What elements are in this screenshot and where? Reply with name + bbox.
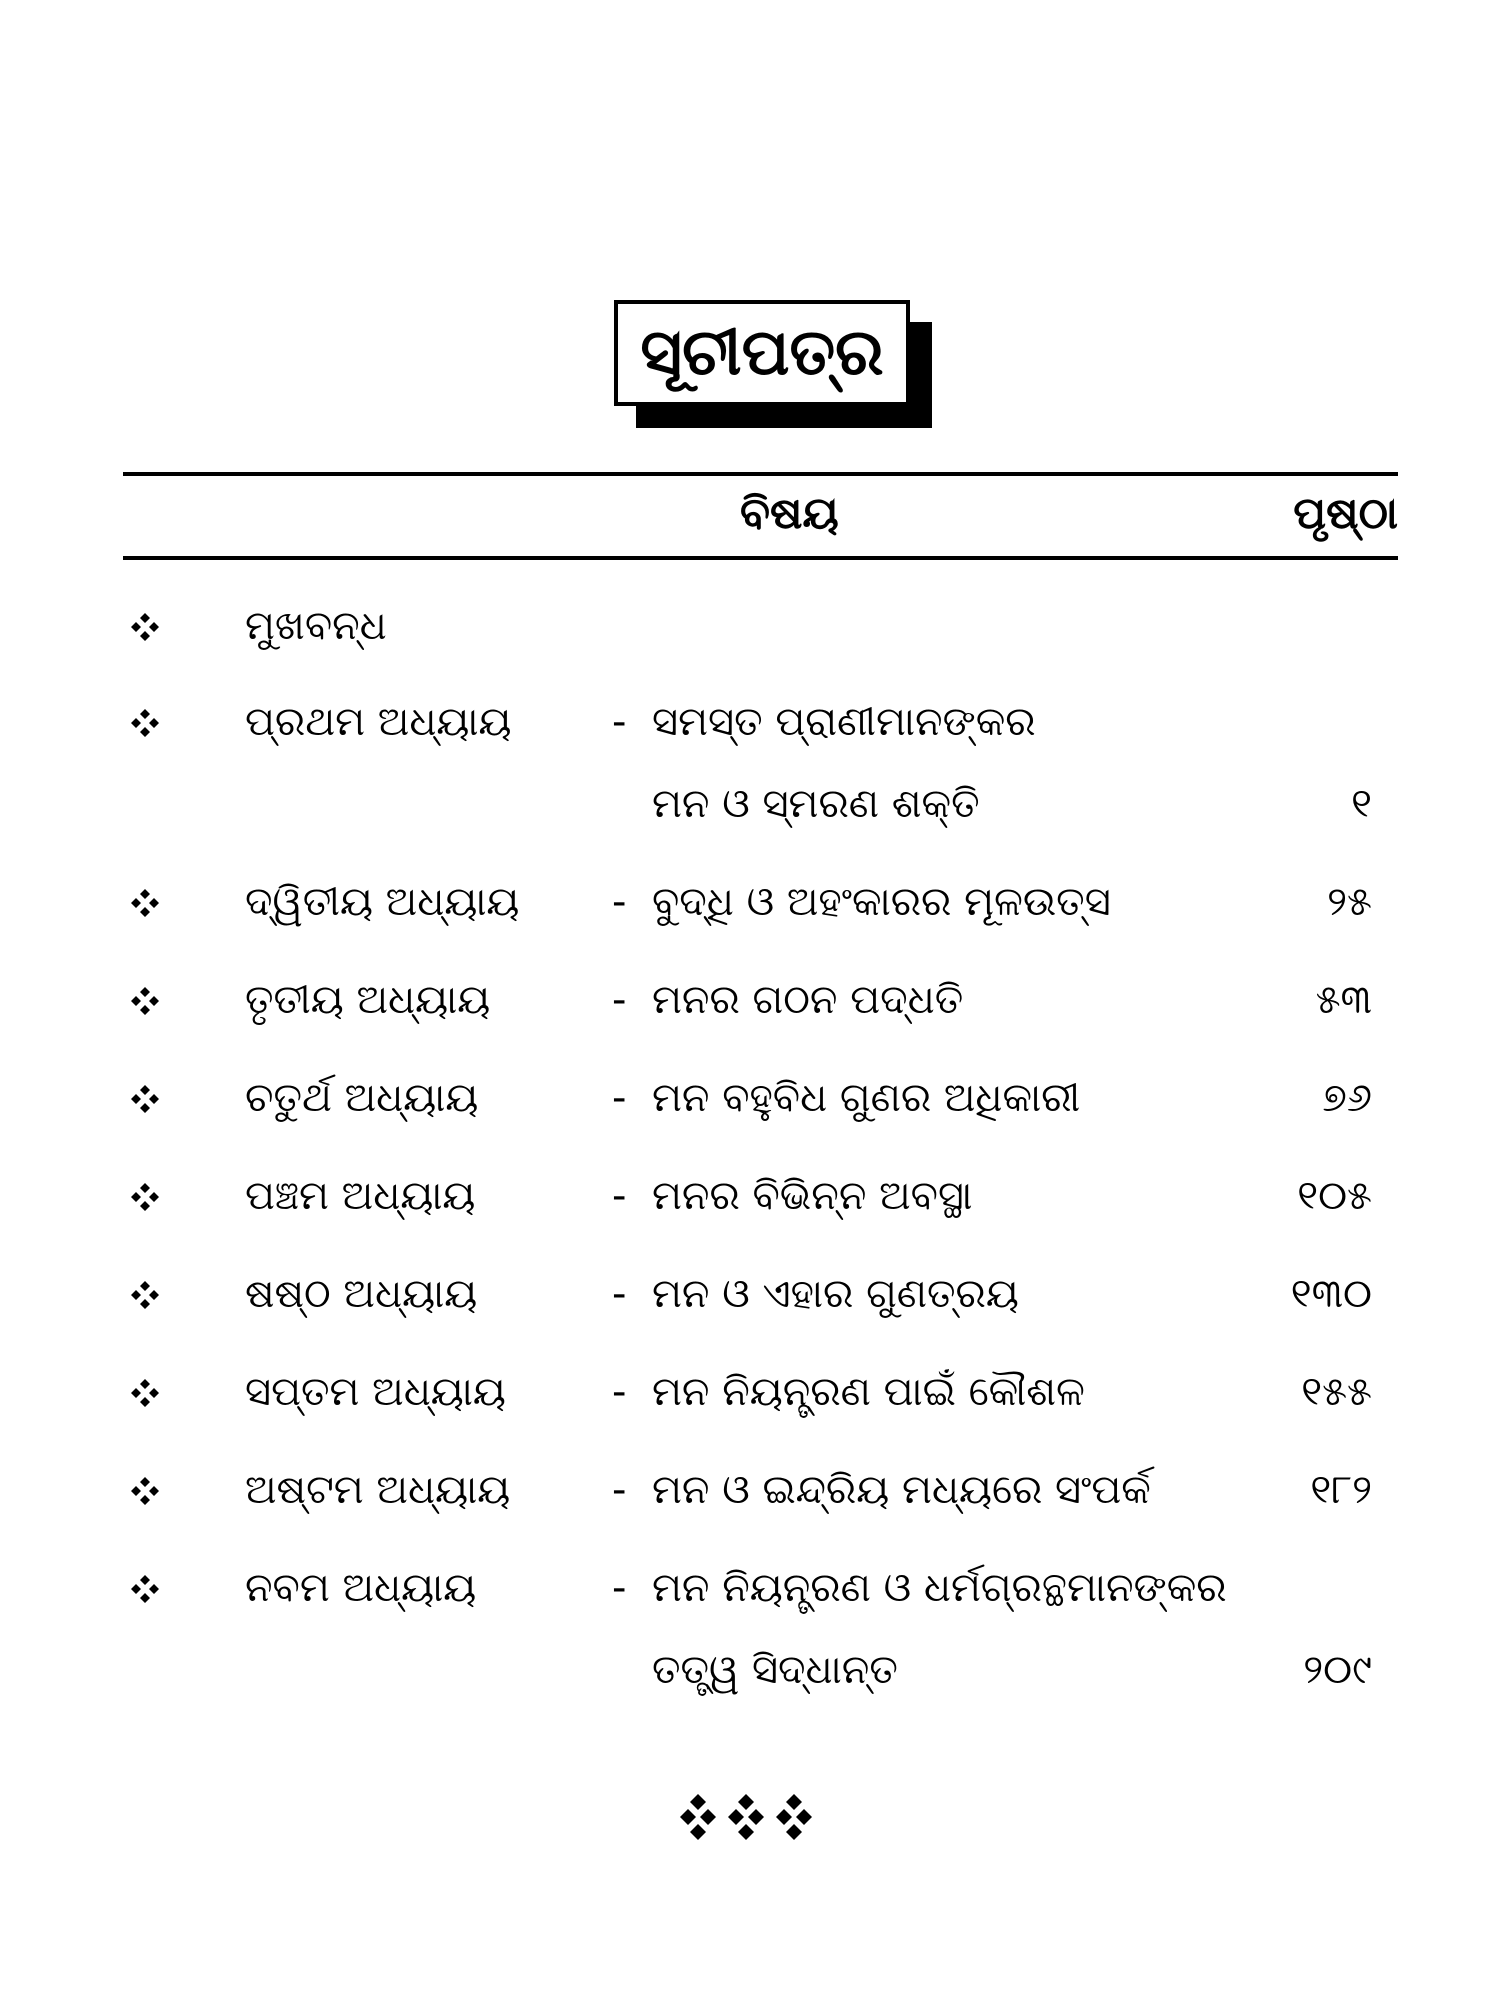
header-top-rule [123,472,1398,476]
four-diamond-bullet-icon [130,1378,160,1408]
page-title: ସୂଚୀପତ୍ର [614,300,910,406]
four-diamond-bullet-icon [130,612,160,642]
header-bottom-rule [123,556,1398,560]
four-diamond-bullet-icon [130,1182,160,1212]
page-number: ୨୫ [1327,879,1372,925]
chapter-title: ମନ ଓ ଏହାର ଗୁଣତ୍ରୟ [652,1271,1019,1317]
toc-entry-chapter-4[interactable] [0,1068,1500,1158]
chapter-label: ନବମ ଅଧ୍ୟାୟ [245,1565,477,1611]
chapter-label: ତୃତୀୟ ଅଧ୍ୟାୟ [245,977,491,1023]
separator-dash: - [612,1075,627,1121]
toc-entry-chapter-8[interactable] [0,1460,1500,1550]
chapter-title: ମନ ବହୁବିଧ ଗୁଣର ଅଧିକାରୀ [652,1075,1081,1121]
separator-dash: - [612,977,627,1023]
chapter-label: ଚତୁର୍ଥ ଅଧ୍ୟାୟ [245,1075,479,1121]
four-diamond-bullet-icon [130,1476,160,1506]
page-number: ୨୦୯ [1303,1647,1372,1693]
toc-entry-chapter-9[interactable] [0,1558,1500,1728]
toc-entry-chapter-7[interactable] [0,1362,1500,1452]
page-number: ୧୮୨ [1310,1467,1372,1513]
title-box [614,300,914,410]
page-number: ୫୩ [1315,977,1372,1023]
four-diamond-bullet-icon [130,888,160,918]
four-diamond-bullet-icon [130,1084,160,1114]
toc-entry-chapter-2[interactable] [0,872,1500,962]
chapter-title: ବୁଦ୍ଧି ଓ ଅହଂକାରର ମୂଳଉତ୍ସ [652,879,1111,925]
four-diamond-bullet-icon [130,1280,160,1310]
separator-dash: - [612,699,627,745]
diamond-ornament-icon [676,1792,816,1842]
page-number: ୧୩୦ [1290,1271,1372,1317]
separator-dash: - [612,1173,627,1219]
chapter-title: ସମସ୍ତ ପ୍ରାଣୀମାନଙ୍କର [652,699,1036,745]
page-column-header: ପୃଷ୍ଠା [1293,488,1398,539]
separator-dash: - [612,1369,627,1415]
chapter-title-line-2: ମନ ଓ ସ୍ମରଣ ଶକ୍ତି [652,781,980,827]
chapter-label: ପ୍ରଥମ ଅଧ୍ୟାୟ [245,699,512,745]
subject-column-header: ବିଷୟ [740,488,839,539]
separator-dash: - [612,879,627,925]
chapter-title: ମନ ନିୟନ୍ତ୍ରଣ ଓ ଧର୍ମଗ୍ରନ୍ଥମାନଙ୍କର [652,1565,1227,1611]
page-number: ୭୬ [1322,1075,1372,1121]
four-diamond-bullet-icon [130,708,160,738]
toc-entry-preface[interactable] [0,596,1500,686]
separator-dash: - [612,1565,627,1611]
page-number: ୧୫୫ [1301,1369,1372,1415]
chapter-label: ଦ୍ୱିତୀୟ ଅଧ୍ୟାୟ [245,879,520,925]
chapter-label: ସପ୍ତମ ଅଧ୍ୟାୟ [245,1369,506,1415]
chapter-title: ମନର ବିଭିନ୍ନ ଅବସ୍ଥା [652,1173,973,1219]
page-number: ୧ [1351,781,1372,827]
four-diamond-bullet-icon [130,1574,160,1604]
chapter-label: ମୁଖବନ୍ଧ [245,603,387,649]
separator-dash: - [612,1271,627,1317]
chapter-title-line-2: ତତ୍ତ୍ୱ ସିଦ୍ଧାନ୍ତ [652,1647,898,1693]
toc-entry-chapter-6[interactable] [0,1264,1500,1354]
chapter-label: ଅଷ୍ଟମ ଅଧ୍ୟାୟ [245,1467,511,1513]
chapter-title: ମନର ଗଠନ ପଦ୍ଧତି [652,977,964,1023]
four-diamond-bullet-icon [130,986,160,1016]
toc-entry-chapter-3[interactable] [0,970,1500,1060]
toc-entry-chapter-1[interactable] [0,692,1500,862]
chapter-title: ମନ ନିୟନ୍ତ୍ରଣ ପାଇଁ କୌଶଳ [652,1369,1085,1415]
chapter-label: ଷଷ୍ଠ ଅଧ୍ୟାୟ [245,1271,478,1317]
page-number: ୧୦୫ [1297,1173,1372,1219]
toc-entry-chapter-5[interactable] [0,1166,1500,1256]
chapter-label: ପଞ୍ଚମ ଅଧ୍ୟାୟ [245,1173,476,1219]
separator-dash: - [612,1467,627,1513]
chapter-title: ମନ ଓ ଇନ୍ଦ୍ରିୟ ମଧ୍ୟରେ ସଂପର୍କ [652,1467,1151,1513]
